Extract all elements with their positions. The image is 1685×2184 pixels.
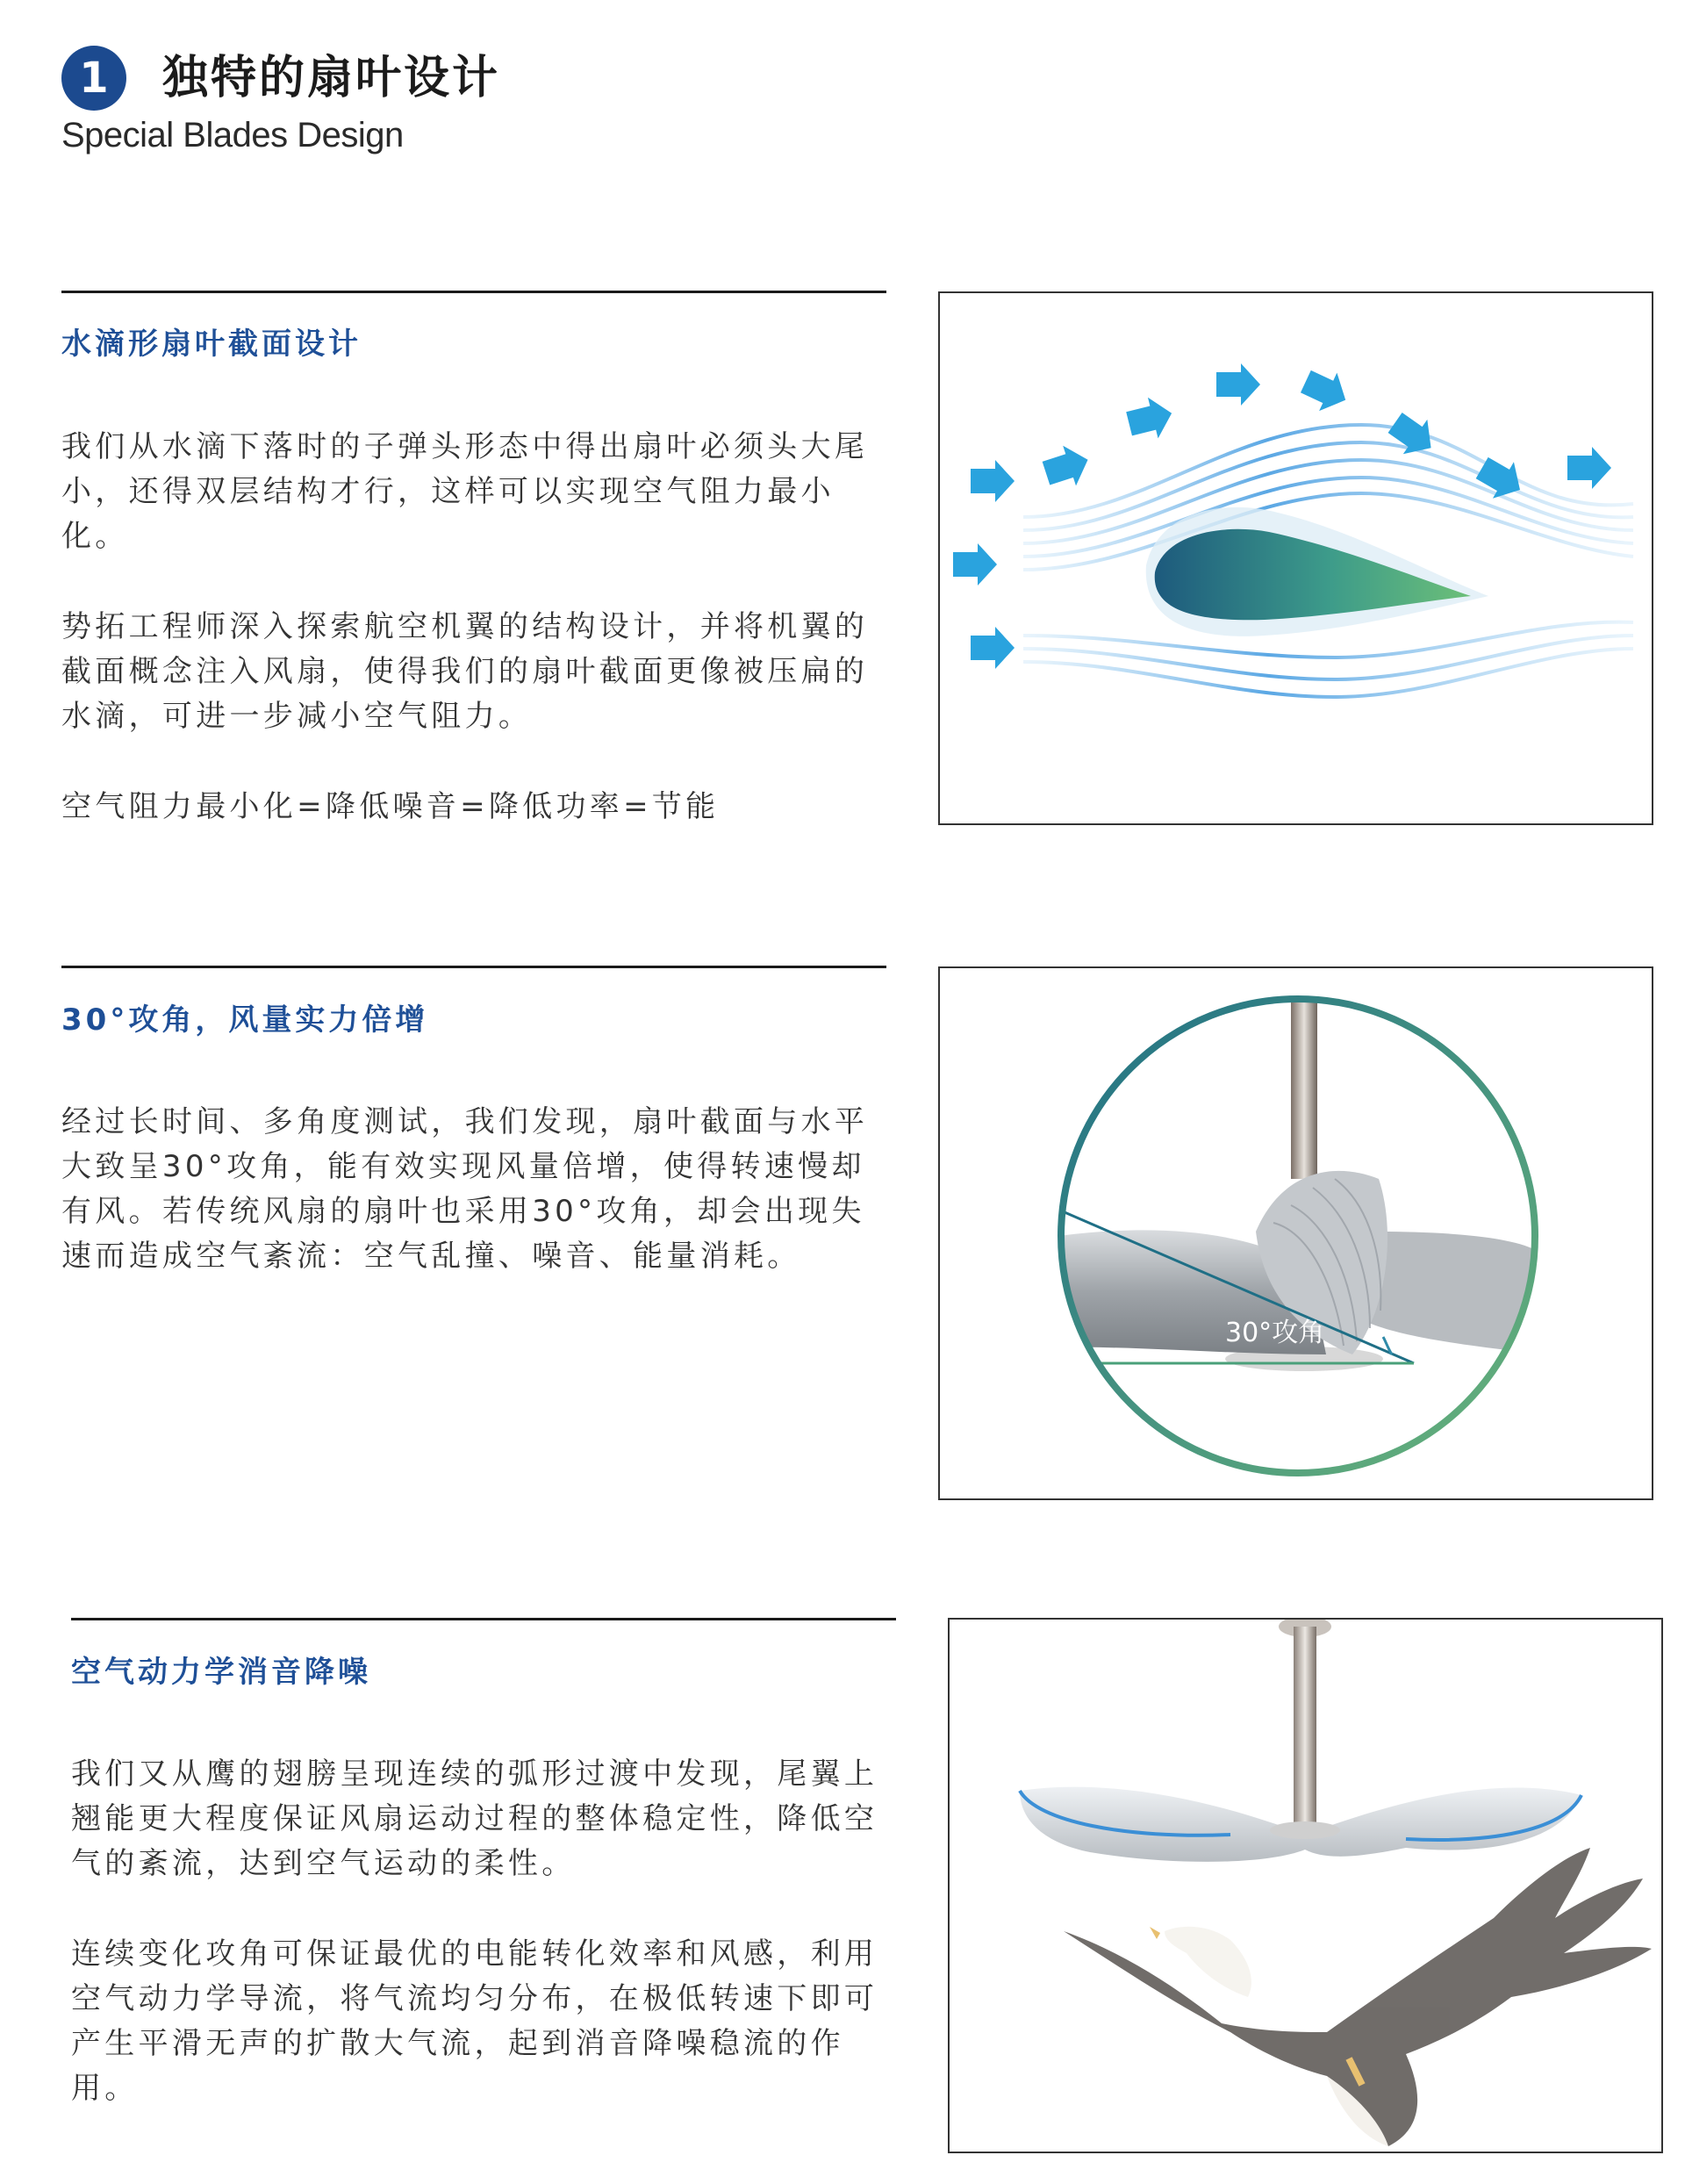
eagle-figure <box>948 1618 1663 2153</box>
page-title: 独特的扇叶设计 <box>162 52 501 104</box>
paragraph: 空气阻力最小化=降低噪音=降低功率=节能 <box>61 789 720 824</box>
paragraph: 我们又从鹰的翅膀呈现连续的弧形过渡中发现，尾翼上翘能更大程度保证风扇运动过程的整体稳定性，降低空气的紊流，达到空气运动的柔性。 <box>71 1757 878 1881</box>
page-subtitle: Special Blades Design <box>61 116 404 154</box>
section-divider <box>61 291 886 293</box>
section-title: 30°攻角，风量实力倍增 <box>61 1002 429 1038</box>
paragraph: 经过长时间、多角度测试，我们发现，扇叶截面与水平大致呈30°攻角，能有效实现风量倍增，使得转速慢却有风。若传统风扇的扇叶也采用30°攻角，却会出现失速而造成空气紊流：空气乱撞、噪音、能量消耗。 <box>61 1104 869 1274</box>
section-title: 空气动力学消音降噪 <box>71 1655 371 1690</box>
attack-angle-figure <box>938 966 1653 1500</box>
fan-blade-illustration <box>940 968 1653 1500</box>
section-divider <box>61 966 886 968</box>
section-body <box>71 1752 905 2111</box>
eagle-illustration <box>950 1620 1663 2153</box>
section-title: 水滴形扇叶截面设计 <box>61 327 362 362</box>
paragraph: 我们从水滴下落时的子弹头形态中得出扇叶必须头大尾小，还得双层结构才行，这样可以实现空气阻力最小化。 <box>61 429 869 554</box>
paragraph: 连续变化攻角可保证最优的电能转化效率和风感，利用空气动力学导流，将气流均匀分布，在极低转速下即可产生平滑无声的扩散大气流，起到消音降噪稳流的作用。 <box>71 1936 878 2106</box>
section-number-badge: 1 <box>61 46 126 111</box>
airfoil-illustration <box>940 293 1653 825</box>
airfoil-figure <box>938 291 1653 825</box>
section-body <box>61 1100 895 1279</box>
attack-angle-label: 30°攻角 <box>1225 1318 1325 1348</box>
section-body <box>61 425 895 830</box>
section-divider <box>71 1618 896 1620</box>
paragraph: 势拓工程师深入探索航空机翼的结构设计，并将机翼的截面概念注入风扇，使得我们的扇叶截面更像被压扁的水滴，可进一步减小空气阻力。 <box>61 609 869 734</box>
